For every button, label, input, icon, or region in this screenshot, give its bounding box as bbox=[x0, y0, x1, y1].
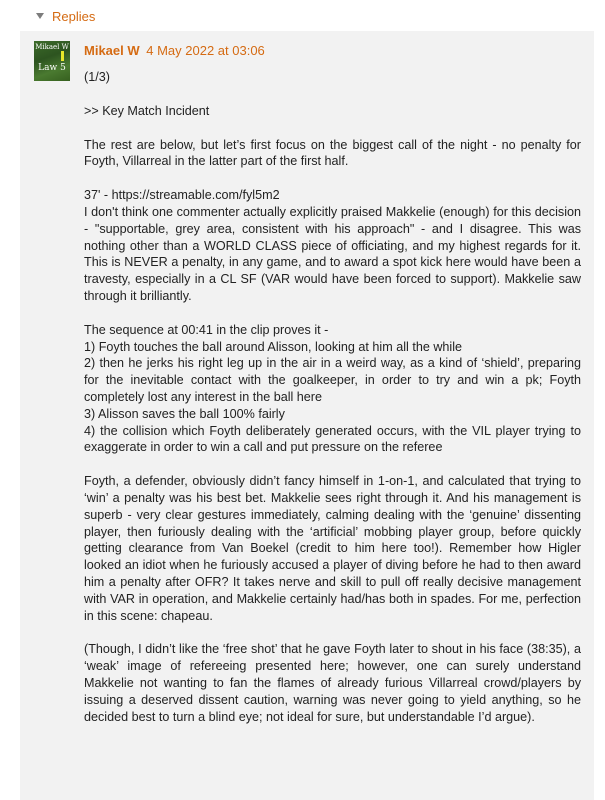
sequence-item: 4) the collision which Foyth deliberately generated occurs, with the VIL player trying to exaggerate in order to win a call and put pressure on the referee bbox=[84, 423, 581, 455]
flag-icon bbox=[61, 51, 64, 61]
comment-analysis: Foyth, a defender, obviously didn’t fancy himself in 1-on-1, and calculated that trying to ‘win’ a penalty was his best bet. Makkelie sees right through it. And his management is superb - very clear gestures immediately, calming dealing with the ‘genuine’ dissenting player, then furiously dealing with the ‘artificial’ mobbing player group, before quickly getting clearance from Van Boekel (credit to him here too!). Remember how Higler looked an idiot when he furiously accused a player of diving before he had to then award him a penalty after OFR? It takes nerve and skill to pull off really decisive management with VAR in operation, and Makkelie certainly had/has both in spades. For me, perfection in this scene: chapeau. bbox=[84, 474, 581, 623]
comment-clip-link[interactable]: 37' - https://streamable.com/fyl5m2 bbox=[84, 188, 280, 203]
comment-intro: The rest are below, but let’s first focus on the biggest call of the night - no penalty for Foyth, Villarreal in the latter part of the first half. bbox=[84, 137, 581, 169]
sequence-item: 2) then he jerks his right leg up in the air in a weird way, as a kind of ‘shield’, preparing for the inevitable contact with the goalkeeper, in order to try and win a pk; Foyth completely lost any interest in the ball here bbox=[84, 356, 581, 404]
comment-sequence-intro: The sequence at 00:41 in the clip proves it - bbox=[84, 322, 329, 337]
replies-toggle[interactable] bbox=[36, 8, 95, 24]
comment-part: (1/3) bbox=[84, 70, 110, 84]
comment-panel bbox=[20, 31, 594, 800]
comment-author[interactable]: Mikael W bbox=[84, 43, 140, 58]
comment-opinion-block bbox=[84, 187, 581, 305]
comment-sequence-block bbox=[84, 322, 581, 456]
avatar-name: Mikael W bbox=[35, 43, 69, 51]
comment-timestamp[interactable]: 4 May 2022 at 03:06 bbox=[146, 43, 265, 58]
comment-aside: (Though, I didn’t like the ‘free shot’ that he gave Foyth later to shout in his face (38:35), a ‘weak’ image of refereeing presented here; however, one can surely understand Makkelie not wanting to fan the flames of already furious Villarreal crowd/players by issuing a deserved dissent caution, warning was never going to yield anything, so he decided best to turn a blind eye; not ideal for sure, but understandable I’d argue). bbox=[84, 642, 581, 724]
comment-meta bbox=[84, 43, 265, 59]
comment-heading: >> Key Match Incident bbox=[84, 103, 210, 118]
avatar-law: Law 5 bbox=[38, 63, 66, 73]
avatar[interactable] bbox=[34, 41, 70, 81]
comment-body bbox=[84, 69, 581, 742]
comment-opinion: I don't think one commenter actually explicitly praised Makkelie (enough) for this decision - "supportable, grey area, consistent with his approach" - and I disagree. This was nothing other than a WORLD CLASS piece of officiating, and my highest regards for it. This is NEVER a penalty, in any game, and to award a spot kick here would have been a travesty, especially in a CL SF (VAR would have been forced to support). Makkelie saw through it brilliantly. bbox=[84, 204, 581, 303]
sequence-item: 1) Foyth touches the ball around Alisson, looking at him all the while bbox=[84, 339, 463, 354]
caret-down-icon bbox=[36, 13, 44, 19]
sequence-item: 3) Alisson saves the ball 100% fairly bbox=[84, 406, 285, 421]
replies-label[interactable]: Replies bbox=[52, 8, 96, 24]
